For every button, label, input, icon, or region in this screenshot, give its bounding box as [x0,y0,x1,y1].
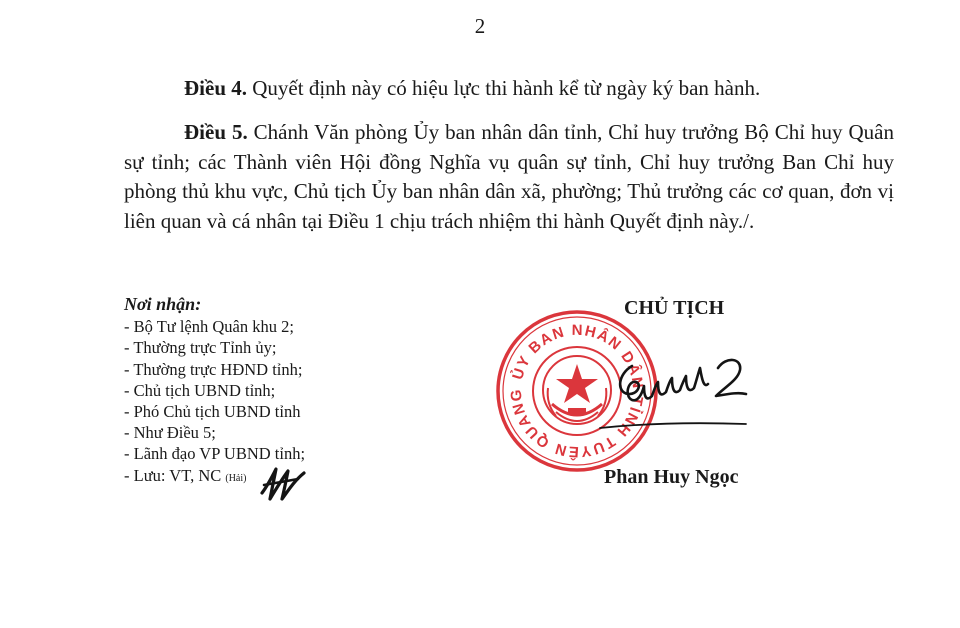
recipients-title: Nơi nhận: [124,294,202,314]
article-4-text: Quyết định này có hiệu lực thi hành kể từ ngày ký ban hành. [247,76,761,100]
article-4 [124,74,894,104]
signer-title: CHỦ TỊCH [624,297,725,319]
article-5 [124,118,894,236]
signer-name: Phan Huy Ngọc [604,466,739,488]
article-4-label: Điều 4. [184,76,247,100]
seal-text: ỦY BAN NHÂN DÂN TỈNH TUYÊN QUANG [507,321,647,461]
recipient-item: - Thường trực Tỉnh ủy; [124,338,277,358]
recipient-item: - Lãnh đạo VP UBND tỉnh; [124,444,306,464]
recipient-item: - Phó Chủ tịch UBND tỉnh [124,402,301,422]
archive-initials: (Hải) [225,472,247,484]
archive-label: - Lưu: VT, NC [124,465,222,485]
recipient-item: - Chủ tịch UBND tỉnh; [124,380,276,400]
initial-scribble [258,463,308,503]
recipient-item: - Thường trực HĐND tỉnh; [124,359,303,379]
handwritten-signature [598,340,748,440]
article-5-text: Chánh Văn phòng Ủy ban nhân dân tỉnh, Chỉ huy trưởng Bộ Chỉ huy Quân sự tỉnh; các Thành viên Hội đồng Nghĩa vụ quân sự tỉnh, Chỉ huy trưởng Ban Chỉ huy phòng thủ khu vực, Chủ tịch Ủy ban nhân dân xã, phường; Thủ trưởng các cơ quan, đơn vị liên quan và cá nhân tại Điều 1 chịu trách nhiệm thi hành Quyết định này./. [124,120,895,233]
page-number: 2 [474,14,486,38]
recipient-item: - Như Điều 5; [124,423,216,443]
recipients-block [124,294,305,489]
article-5-label: Điều 5. [184,120,248,144]
recipient-item: - Bộ Tư lệnh Quân khu 2; [124,317,294,337]
